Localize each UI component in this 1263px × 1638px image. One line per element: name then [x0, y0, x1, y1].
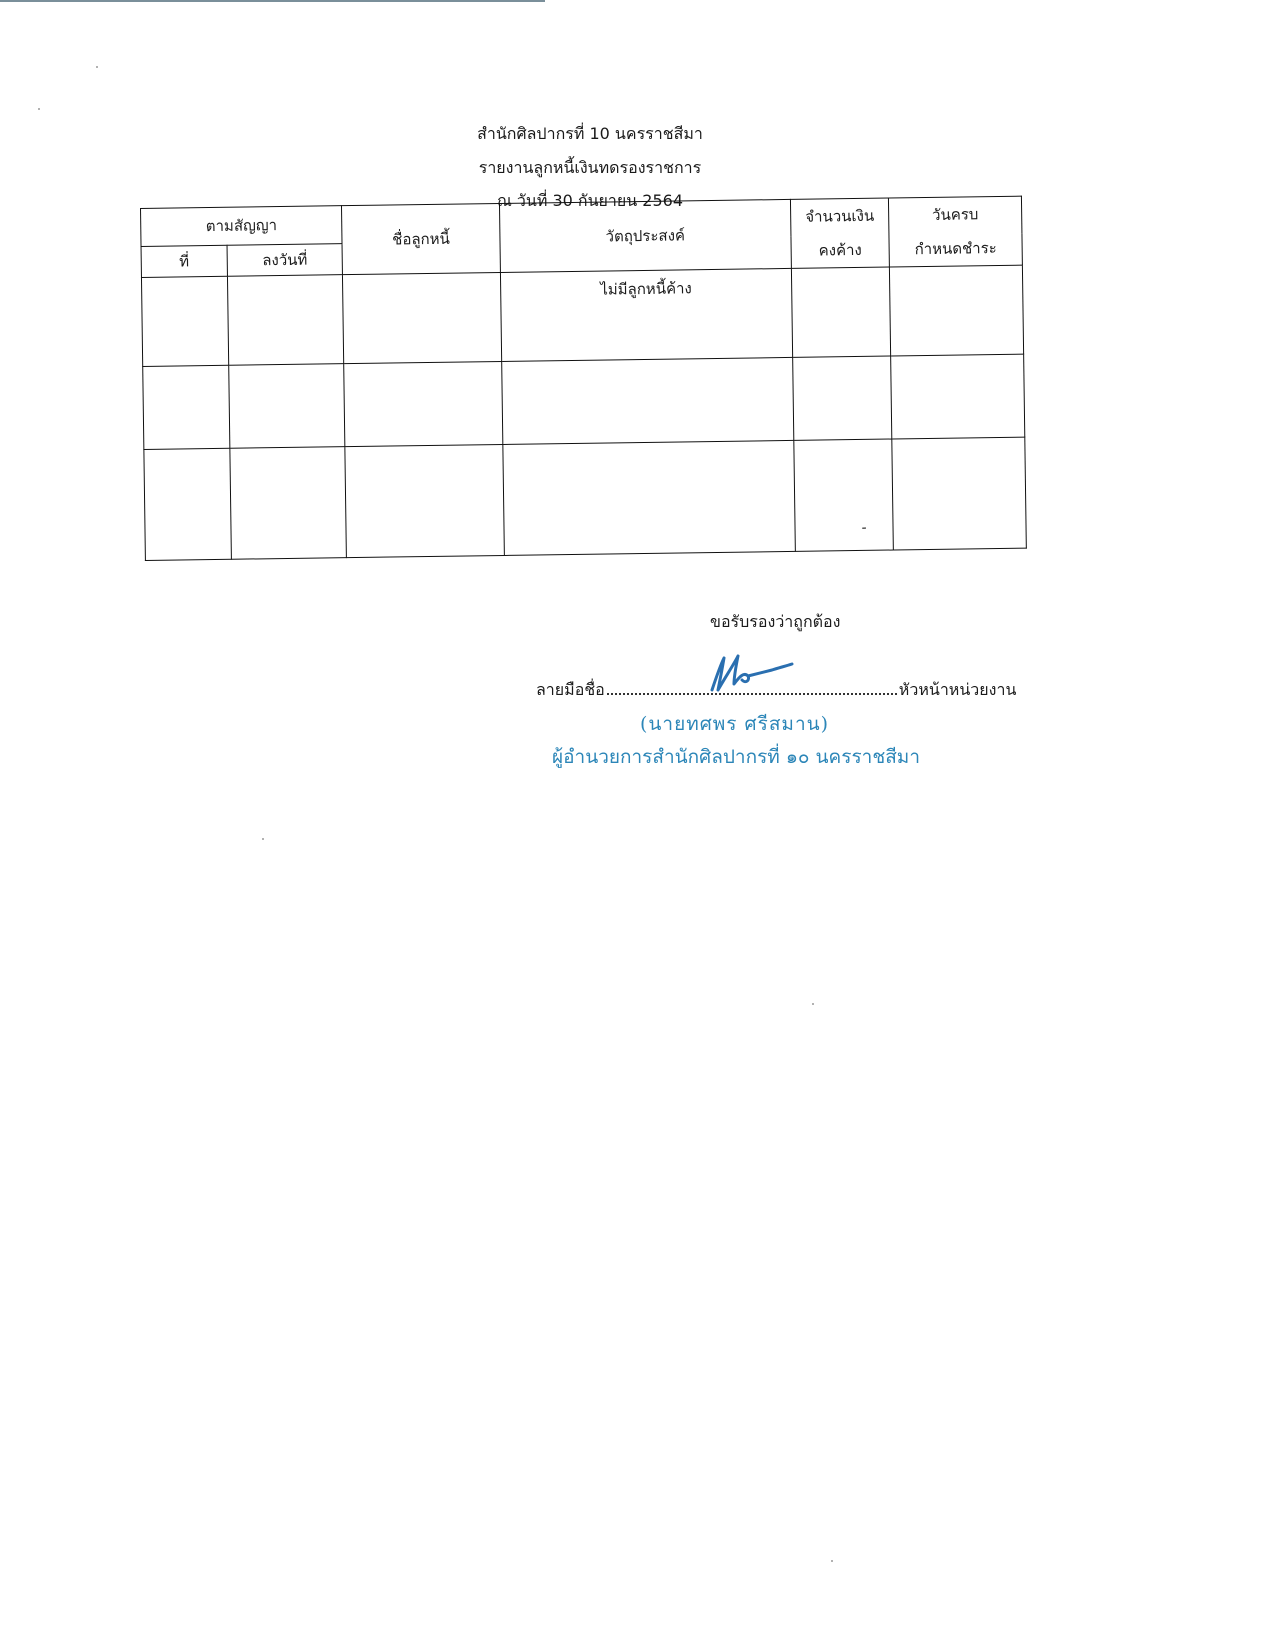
- header-amount-line2: คงค้าง: [818, 240, 862, 260]
- header-debtor-name: ชื่อลูกหนี้: [342, 203, 500, 274]
- header-contract-date: ลงวันที่: [227, 243, 343, 276]
- table-cell: [227, 275, 344, 366]
- table-cell: [794, 439, 894, 551]
- table-header-row: [141, 196, 1022, 246]
- no-debtor-note: ไม่มีลูกหนี้ค้าง: [500, 268, 792, 361]
- debtor-table: [140, 196, 1027, 561]
- table-cell: [141, 276, 228, 366]
- header-purpose: วัตถุประสงค์: [499, 199, 791, 272]
- scan-edge-line: [0, 0, 545, 2]
- scan-speck: [812, 1003, 814, 1005]
- report-title: รายงานลูกหนี้เงินทดรองราชการ: [478, 158, 702, 177]
- header-amount: [790, 198, 889, 268]
- table-cell: [892, 437, 1026, 550]
- scan-speck: [38, 108, 40, 110]
- table-cell: [501, 357, 793, 444]
- signature-label: ลายมือชื่อ: [536, 680, 605, 699]
- table-cell: [890, 265, 1024, 356]
- table-cell: [143, 365, 230, 449]
- certification-statement: ขอรับรองว่าถูกต้อง: [710, 612, 841, 631]
- amount-dash: -: [861, 519, 867, 536]
- signer-name: (นายทศพร ศรีสมาน): [640, 713, 830, 735]
- header-due-line1: วันครบ: [931, 205, 979, 224]
- table-cell: [343, 272, 502, 363]
- table-row: [141, 265, 1023, 366]
- handwritten-signature: [706, 650, 796, 698]
- signer-role: หัวหน้าหน่วยงาน: [898, 680, 1017, 699]
- report-date: ณ วันที่ 30 กันยายน 2564: [496, 191, 684, 210]
- table-cell: [344, 361, 503, 446]
- header-amount-line1: จำนวนเงิน: [805, 206, 875, 226]
- table-cell: [503, 440, 796, 555]
- office-heading: สำนักศิลปากรที่ 10 นครราชสีมา: [477, 124, 703, 143]
- scan-speck: [96, 66, 98, 68]
- table-cell: [791, 267, 890, 357]
- table-cell: [144, 448, 231, 560]
- table-cell: [229, 364, 346, 449]
- header-due-line2: กำหนดชำระ: [914, 239, 997, 259]
- table-cell: [230, 447, 347, 560]
- debtor-table-container: [140, 196, 1027, 584]
- table-cell: [793, 356, 892, 440]
- table-cell: [891, 354, 1025, 439]
- table-cell: [345, 444, 504, 557]
- signer-position: ผู้อำนวยการสำนักศิลปากรที่ ๑๐ นครราชสีมา: [552, 746, 921, 768]
- header-contract-no: ที่: [141, 245, 227, 278]
- table-row: [143, 354, 1025, 449]
- header-contract-group: ตามสัญญา: [141, 206, 343, 246]
- header-due-date: [889, 196, 1023, 267]
- table-row: [144, 437, 1026, 560]
- scan-speck: [262, 838, 264, 840]
- scan-speck: [831, 1560, 833, 1562]
